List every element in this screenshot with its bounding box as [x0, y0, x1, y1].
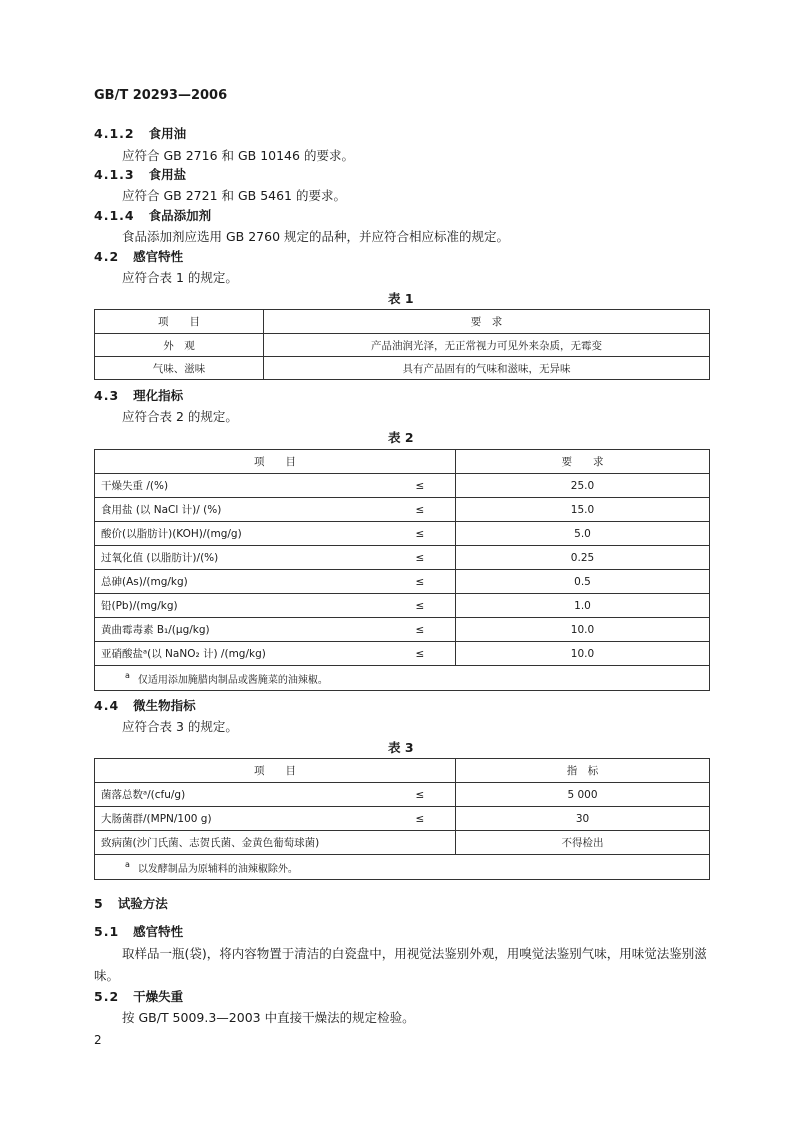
table-header-row [95, 310, 710, 334]
section-title: 理化指标 [133, 388, 184, 403]
table-row [95, 546, 710, 570]
footnote-mark: a [125, 671, 130, 681]
table-row [95, 618, 710, 642]
section-title: 感官特性 [133, 924, 184, 939]
table-row [95, 831, 710, 855]
section-4-1-2-text: 应符合 GB 2716 和 GB 10146 的要求。 [122, 148, 354, 163]
table-row [95, 357, 710, 380]
section-title: 试验方法 [117, 896, 168, 911]
section-4-1-4-text: 食品添加剂应选用 GB 2760 规定的品种，并应符合相应标准的规定。 [122, 229, 509, 244]
header-item: 项 目 [95, 450, 456, 474]
table-1 [94, 309, 710, 380]
section-5-heading [94, 894, 168, 912]
row-requirement: 0.25 [456, 546, 710, 570]
table-header-row [95, 450, 710, 474]
row-requirement: 25.0 [456, 474, 710, 498]
row-item: 大肠菌群/(MPN/100 g) [95, 807, 416, 831]
table-note-row [95, 855, 710, 880]
section-4-2-heading [94, 247, 183, 265]
table-header-row [95, 759, 710, 783]
table-row [95, 522, 710, 546]
footnote-text: 仅适用添加腌腊肉制品或酱腌菜的油辣椒。 [137, 674, 328, 686]
table-1-caption: 表 1 [388, 291, 414, 306]
section-number: 4.1.4 [94, 208, 135, 223]
footnote-text: 以发酵制品为原辅料的油辣椒除外。 [137, 863, 298, 875]
header-requirement: 要 求 [456, 450, 710, 474]
row-symbol: ≤ [416, 474, 456, 498]
table-note-row [95, 666, 710, 691]
table-2-caption: 表 2 [388, 430, 414, 445]
row-requirement: 30 [456, 807, 710, 831]
row-item: 干燥失重 /(%) [95, 474, 416, 498]
row-item: 食用盐 (以 NaCl 计)/ (%) [95, 498, 416, 522]
section-title: 食用盐 [148, 167, 187, 182]
header-item: 项 目 [95, 310, 264, 334]
table-footnote [95, 855, 710, 880]
row-symbol: ≤ [416, 618, 456, 642]
row-item: 亚硝酸盐ᵃ(以 NaNO₂ 计) /(mg/kg) [95, 642, 416, 666]
section-title: 干燥失重 [133, 989, 184, 1004]
row-requirement: 1.0 [456, 594, 710, 618]
row-symbol: ≤ [416, 498, 456, 522]
table-row [95, 594, 710, 618]
row-item: 菌落总数ᵃ/(cfu/g) [95, 783, 416, 807]
row-item: 外 观 [95, 334, 264, 357]
section-4-1-4-heading [94, 206, 211, 224]
section-number: 4.1.3 [94, 167, 135, 182]
table-row [95, 334, 710, 357]
standard-code: GB/T 20293—2006 [94, 88, 228, 103]
table-row [95, 570, 710, 594]
section-number: 5.2 [94, 989, 120, 1004]
row-symbol: ≤ [416, 570, 456, 594]
page-number: 2 [94, 1033, 102, 1047]
section-number: 4.2 [94, 249, 120, 264]
row-requirement: 具有产品固有的气味和滋味，无异味 [264, 357, 710, 380]
section-4-1-3-text: 应符合 GB 2721 和 GB 5461 的要求。 [122, 188, 346, 203]
section-number: 5 [94, 896, 104, 911]
section-number: 4.3 [94, 388, 120, 403]
table-footnote [95, 666, 710, 691]
section-5-2-text: 按 GB/T 5009.3—2003 中直接干燥法的规定检验。 [122, 1010, 415, 1025]
row-item: 酸价(以脂肪计)(KOH)/(mg/g) [95, 522, 416, 546]
section-number: 5.1 [94, 924, 120, 939]
section-number: 4.4 [94, 698, 120, 713]
section-5-2-heading [94, 987, 183, 1005]
table-3-caption: 表 3 [388, 740, 414, 755]
row-symbol: ≤ [416, 546, 456, 570]
row-requirement: 10.0 [456, 618, 710, 642]
row-item: 气味、滋味 [95, 357, 264, 380]
section-title: 食品添加剂 [148, 208, 212, 223]
row-symbol: ≤ [416, 594, 456, 618]
section-4-4-text: 应符合表 3 的规定。 [122, 719, 238, 734]
table-2 [94, 449, 710, 691]
row-symbol: ≤ [416, 522, 456, 546]
table-row [95, 783, 710, 807]
section-4-3-heading [94, 386, 183, 404]
header-item: 项 目 [95, 759, 456, 783]
section-4-1-2-heading [94, 124, 186, 142]
section-4-3-text: 应符合表 2 的规定。 [122, 409, 238, 424]
section-title: 食用油 [148, 126, 187, 141]
section-5-1-text: 取样品一瓶(袋)，将内容物置于清洁的白瓷盘中，用视觉法鉴别外观，用嗅觉法鉴别气味，用味觉法鉴别滋味。 [94, 946, 707, 983]
row-item: 黄曲霉毒素 B₁/(μg/kg) [95, 618, 416, 642]
table-row [95, 474, 710, 498]
table-3 [94, 758, 710, 880]
row-requirement: 0.5 [456, 570, 710, 594]
row-requirement: 15.0 [456, 498, 710, 522]
row-item: 过氧化值 (以脂肪计)/(%) [95, 546, 416, 570]
row-requirement: 产品油润光泽，无正常视力可见外来杂质，无霉变 [264, 334, 710, 357]
table-row [95, 807, 710, 831]
table-row [95, 642, 710, 666]
section-title: 感官特性 [133, 249, 184, 264]
section-5-1-heading [94, 922, 183, 940]
table-row [95, 498, 710, 522]
section-4-1-3-heading [94, 165, 186, 183]
row-symbol: ≤ [416, 783, 456, 807]
footnote-mark: a [125, 860, 130, 870]
row-requirement: 不得检出 [456, 831, 710, 855]
row-symbol: ≤ [416, 807, 456, 831]
section-4-2-text: 应符合表 1 的规定。 [122, 270, 238, 285]
row-symbol: ≤ [416, 642, 456, 666]
row-item: 致病菌(沙门氏菌、志贺氏菌、金黄色葡萄球菌) [95, 831, 456, 855]
row-item: 铅(Pb)/(mg/kg) [95, 594, 416, 618]
section-number: 4.1.2 [94, 126, 135, 141]
row-requirement: 5 000 [456, 783, 710, 807]
header-requirement: 要 求 [264, 310, 710, 334]
section-title: 微生物指标 [133, 698, 196, 713]
row-requirement: 10.0 [456, 642, 710, 666]
section-4-4-heading [94, 696, 196, 714]
header-requirement: 指 标 [456, 759, 710, 783]
row-item: 总砷(As)/(mg/kg) [95, 570, 416, 594]
row-requirement: 5.0 [456, 522, 710, 546]
